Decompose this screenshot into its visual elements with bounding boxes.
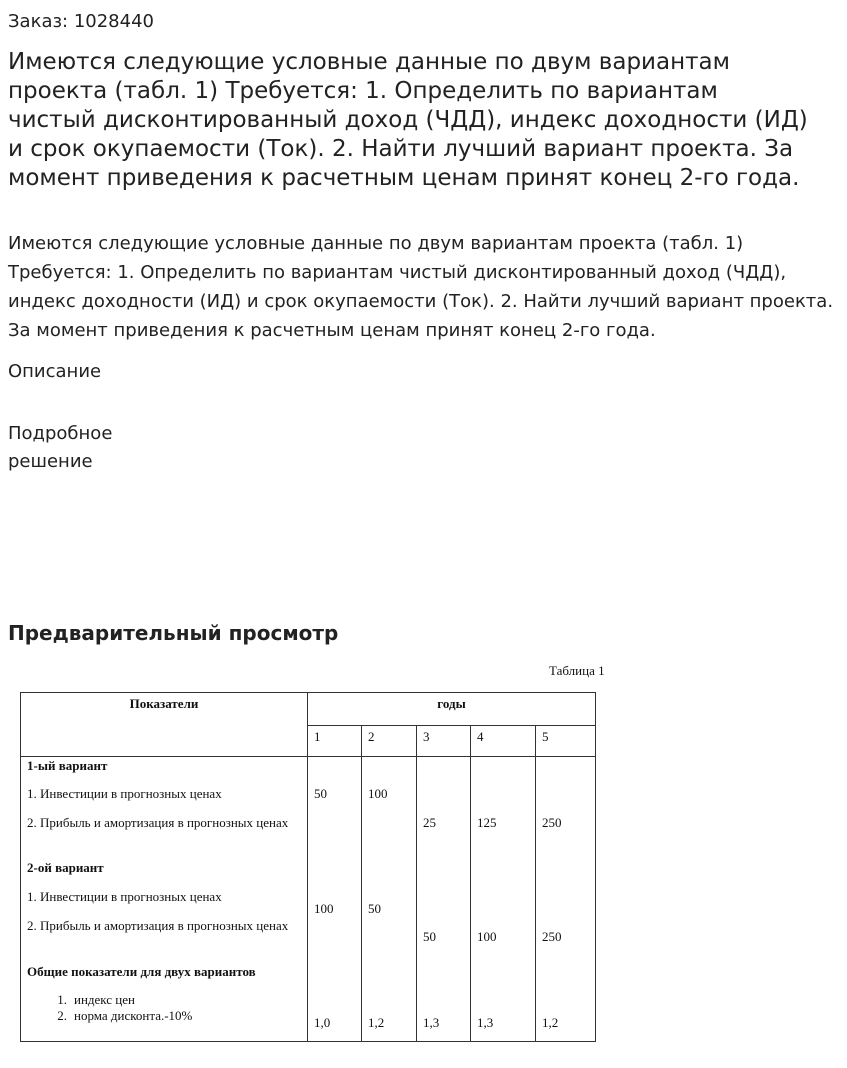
indicators-cell	[21, 757, 308, 1042]
header-indicators: Показатели	[21, 693, 308, 757]
list-number: 1.	[57, 992, 67, 1007]
year-cell: 1	[308, 726, 362, 757]
year-4-values	[471, 757, 536, 1042]
preview-heading: Предварительный просмотр	[8, 621, 339, 645]
order-number: Заказ: 1028440	[8, 11, 154, 32]
v2-investment-value: 50	[368, 901, 381, 916]
year-2-values	[362, 757, 417, 1042]
v1-profit-value: 250	[542, 815, 562, 830]
v1-profit-value: 125	[477, 815, 497, 830]
variant1-investments-label: 1. Инвестиции в прогнозных ценах	[27, 786, 222, 801]
year-cell: 5	[536, 726, 596, 757]
header-years: годы	[308, 693, 596, 726]
task-text: Имеются следующие условные данные по двум вариантам проекта (табл. 1) Требуется: 1. Определить по вариантам чистый дисконтированный доход (ЧДД), индекс доходности (ИД) и срок окупаемости (Ток). 2. Найти лучший вариант проекта. За момент приведения к расчетным ценам принят конец 2-го года.	[8, 233, 834, 341]
v1-investment-value: 100	[368, 786, 388, 801]
year-3-values	[417, 757, 471, 1042]
v1-investment-value: 50	[314, 786, 327, 801]
description-heading: Описание	[8, 361, 102, 382]
variant1-profit-label: 2. Прибыль и амортизация в прогнозных ценах	[27, 815, 289, 830]
table-caption: Таблица 1	[549, 663, 605, 678]
price-index-value: 1,2	[368, 1015, 385, 1030]
variant2-investments-label: 1. Инвестиции в прогнозных ценах	[27, 889, 222, 904]
price-index-value: 1,2	[542, 1015, 559, 1030]
common-title: Общие показатели для двух вариантов	[27, 964, 256, 979]
v2-investment-value: 100	[314, 901, 334, 916]
v2-profit-value: 50	[423, 929, 436, 944]
variant1-title: 1-ый вариант	[27, 758, 108, 773]
year-1-values	[308, 757, 362, 1042]
list-number: 2.	[57, 1008, 67, 1023]
variant2-profit-label: 2. Прибыль и амортизация в прогнозных ценах	[27, 918, 289, 933]
common-item-2	[45, 1008, 315, 1024]
data-table	[20, 692, 596, 1042]
common-item-1-label: индекс цен	[74, 992, 135, 1007]
common-item-2-label: норма дисконта.-10%	[74, 1008, 193, 1023]
solution-heading: Подробное решение	[8, 423, 113, 472]
price-index-value: 1,3	[477, 1015, 494, 1030]
year-cell: 3	[417, 726, 471, 757]
v2-profit-value: 100	[477, 929, 497, 944]
year-cell: 4	[471, 726, 536, 757]
year-5-values	[536, 757, 596, 1042]
v1-profit-value: 25	[423, 815, 436, 830]
variant2-title: 2-ой вариант	[27, 860, 104, 875]
year-cell: 2	[362, 726, 417, 757]
v2-profit-value: 250	[542, 929, 562, 944]
common-item-1	[45, 992, 315, 1008]
price-index-value: 1,0	[314, 1015, 331, 1030]
price-index-value: 1,3	[423, 1015, 440, 1030]
page-title: Имеются следующие условные данные по двум вариантам проекта (табл. 1) Требуется: 1. Определить по вариантам чистый дисконтированный доход (ЧДД), индекс доходности (ИД) и срок окупаемости (Ток). 2. Найти лучший вариант проекта. За момент приведения к расчетным ценам принят конец 2-го года.	[8, 49, 808, 191]
